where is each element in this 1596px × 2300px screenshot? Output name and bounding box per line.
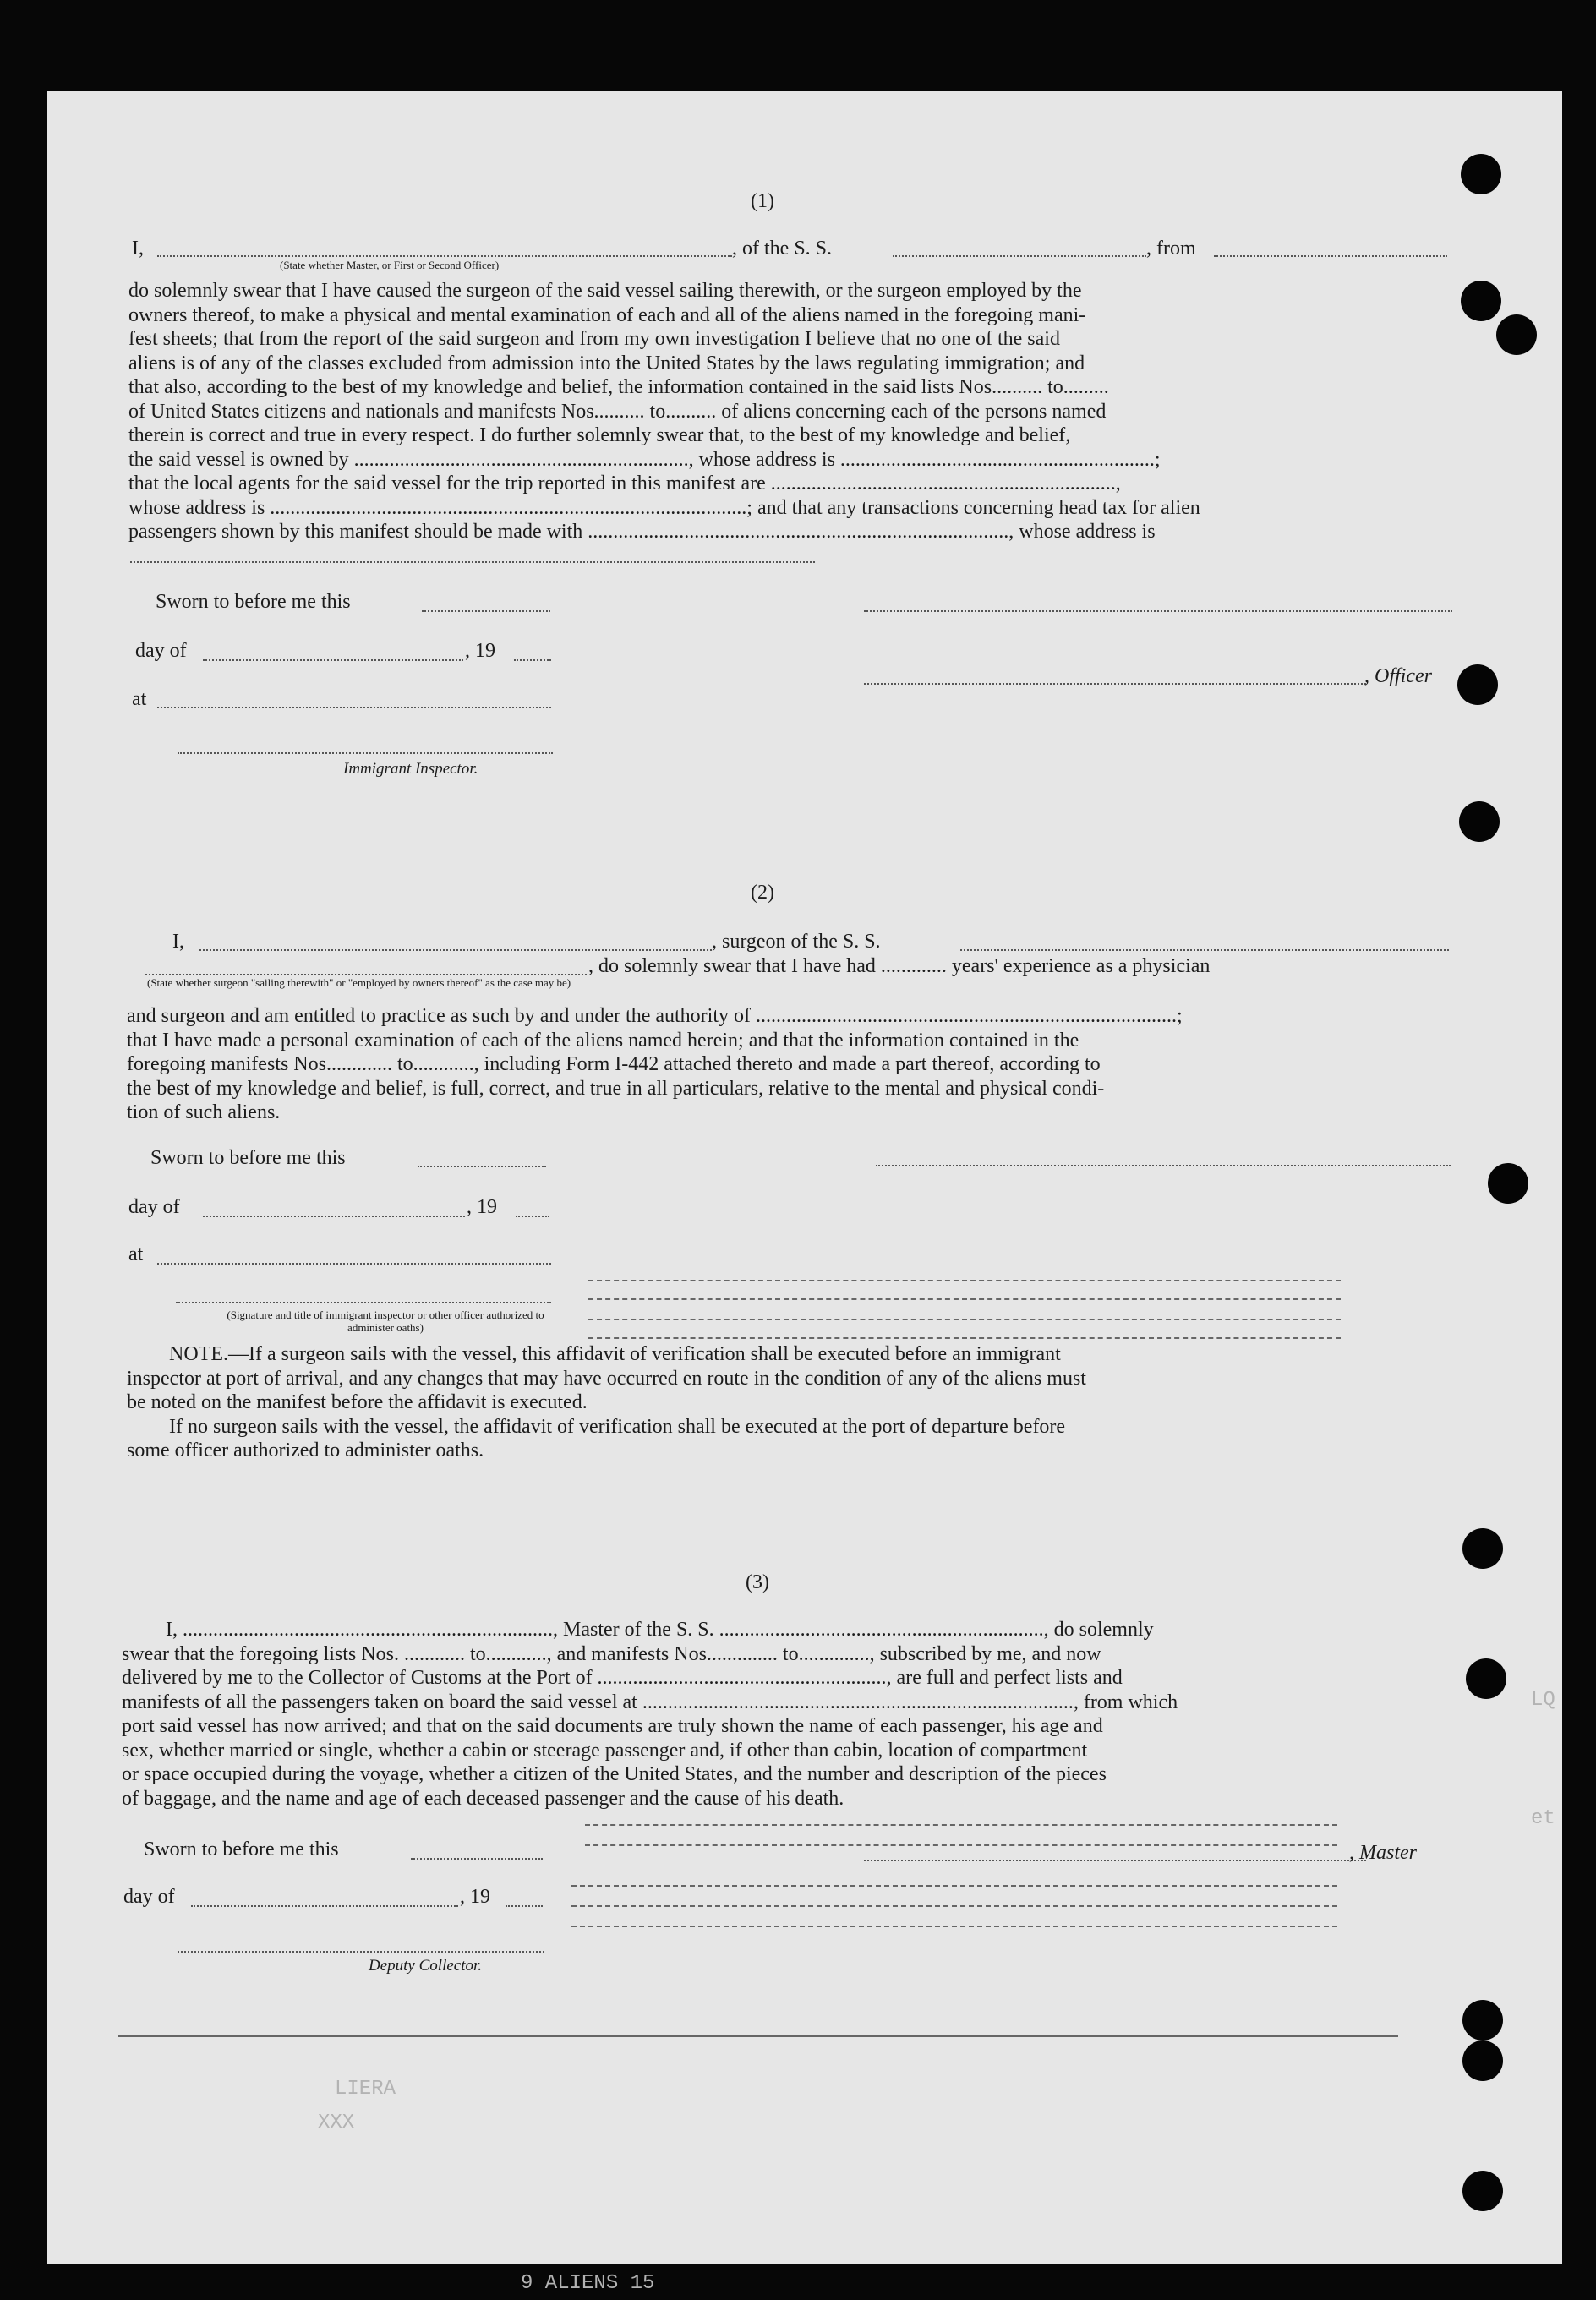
signature-line[interactable] <box>571 1885 1337 1887</box>
oath-line: of United States citizens and nationals and manifests Nos.......... to.......... of aliens concerning each of the persons named <box>128 400 1107 423</box>
sworn-label: Sworn to before me this <box>156 591 351 613</box>
punch-hole <box>1488 1163 1528 1204</box>
inspector-signature-blank[interactable] <box>176 1302 551 1303</box>
sworn-label: Sworn to before me this <box>150 1147 346 1169</box>
bleed-through-text: et <box>1531 1807 1555 1830</box>
oath-line: sex, whether married or single, whether a cabin or steerage passenger and, if other than cabin, location of compartment <box>122 1739 1088 1762</box>
punch-hole <box>1462 2171 1503 2211</box>
punch-hole <box>1457 664 1498 705</box>
year-label: , 19 <box>465 640 495 662</box>
inspector-signature-blank[interactable] <box>178 752 553 754</box>
punch-hole <box>1496 314 1537 355</box>
oath-line: port said vessel has now arrived; and that on the said documents are truly shown the name of each passenger, his age and <box>122 1715 1103 1737</box>
from-label: , from <box>1146 238 1196 260</box>
oath-line: foregoing manifests Nos............. to............, including Form I-442 attached thereto and made a part thereof, according to <box>127 1053 1101 1075</box>
section-2-i: I, <box>172 931 184 953</box>
section-1-i: I, <box>132 238 144 260</box>
day-of-label: day of <box>135 640 187 662</box>
punch-hole <box>1462 2040 1503 2081</box>
sworn-date-blank[interactable] <box>411 1858 543 1860</box>
deputy-collector-label: Deputy Collector. <box>369 1957 483 1975</box>
oath-line: fest sheets; that from the report of the said surgeon and from my own investigation I believe that no one of the said <box>128 328 1060 350</box>
officer-label: , Officer <box>1364 665 1432 687</box>
year-label: , 19 <box>460 1886 490 1908</box>
year-label: , 19 <box>467 1196 497 1218</box>
surgeon-signature-blank[interactable] <box>876 1165 1451 1166</box>
oath-line: passengers shown by this manifest should be made with ..................................................................................., whose address is <box>128 521 1156 543</box>
oath-line: that also, according to the best of my knowledge and belief, the information contained in the said lists Nos.......... to......... <box>128 376 1109 398</box>
oath-line: delivered by me to the Collector of Customs at the Port of ........................................................., are full and perfect lists and <box>122 1667 1123 1689</box>
bottom-rule <box>118 2035 1398 2037</box>
oath-line: do solemnly swear that I have caused the surgeon of the said vessel sailing therewith, or the surgeon employed by the <box>128 280 1082 302</box>
immigrant-inspector-label: Immigrant Inspector. <box>343 760 478 778</box>
at-label: at <box>132 688 147 710</box>
oath-line: tion of such aliens. <box>127 1101 281 1123</box>
day-of-label: day of <box>128 1196 180 1218</box>
officer-signature-top-blank[interactable] <box>864 610 1452 612</box>
oath-line: that I have made a personal examination of each of the aliens named herein; and that the information contained in the <box>127 1029 1079 1052</box>
note-line: some officer authorized to administer oaths. <box>127 1440 484 1461</box>
signature-line[interactable] <box>571 1905 1337 1907</box>
note-line: inspector at port of arrival, and any changes that may have occurred en route in the condition of any of the aliens must <box>127 1367 1086 1390</box>
signature-line[interactable] <box>588 1298 1341 1300</box>
signature-line[interactable] <box>585 1824 1337 1826</box>
surgeon-vessel-blank[interactable] <box>960 949 1449 951</box>
officer-signature-blank[interactable] <box>864 683 1366 685</box>
bleed-through-text: 9 ALIENS 15 <box>521 2272 655 2295</box>
surgeon-note: (State whether surgeon "sailing therewith" or "employed by owners thereof" as the case may be) <box>147 976 571 989</box>
section-1-oath-text <box>128 279 1456 544</box>
oath-line: of baggage, and the name and age of each deceased passenger and the cause of his death. <box>122 1787 844 1810</box>
section-3-oath-text <box>122 1618 1447 1811</box>
master-label: , Master <box>1349 1842 1417 1864</box>
oath-line: and surgeon and am entitled to practice as such by and under the authority of ...................................................................................; <box>127 1005 1183 1027</box>
at-place-blank[interactable] <box>157 707 551 708</box>
master-signature-blank[interactable] <box>864 1860 1366 1861</box>
section-2-number: (2) <box>751 882 774 904</box>
manifest-back-page <box>47 91 1562 2295</box>
master-name-blank[interactable] <box>157 255 732 257</box>
years-experience-line: , do solemnly swear that I have had ............. years' experience as a physician <box>588 955 1211 977</box>
year-blank[interactable] <box>506 1905 543 1907</box>
year-blank[interactable] <box>516 1216 549 1217</box>
signature-line[interactable] <box>588 1319 1341 1320</box>
section-2-note <box>127 1342 1451 1463</box>
collector-signature-blank[interactable] <box>178 1951 544 1953</box>
note-line: be noted on the manifest before the affidavit is executed. <box>127 1391 588 1413</box>
bleed-through-text: LQ <box>1531 1689 1555 1712</box>
signature-line[interactable] <box>585 1844 1337 1846</box>
signature-line[interactable] <box>588 1280 1341 1281</box>
signature-line[interactable] <box>571 1926 1337 1927</box>
bleed-through-text: XXX <box>318 2112 355 2134</box>
sworn-date-blank[interactable] <box>418 1166 546 1167</box>
punch-hole <box>1461 154 1501 194</box>
oath-line: aliens is of any of the classes excluded from admission into the United States by the laws regulating immigration; and <box>128 352 1085 374</box>
of-ss-label: , of the S. S. <box>732 238 833 260</box>
final-address-blank[interactable] <box>130 561 815 563</box>
punch-hole <box>1459 801 1500 842</box>
oath-line: the said vessel is owned by .................................................................., whose address is ..............................................................; <box>128 448 1161 471</box>
oath-line: swear that the foregoing lists Nos. ............ to............, and manifests Nos.............. to.............., subscribed by me, and now <box>122 1642 1101 1665</box>
oath-line: manifests of all the passengers taken on board the said vessel at ....................................................................................., from which <box>122 1691 1178 1713</box>
at-place-blank[interactable] <box>157 1263 551 1265</box>
master-note: (State whether Master, or First or Second Officer) <box>280 259 500 271</box>
oath-line: that the local agents for the said vessel for the trip reported in this manifest are ...................................................................., <box>128 473 1121 494</box>
section-3-number: (3) <box>746 1571 769 1593</box>
month-blank[interactable] <box>191 1905 458 1907</box>
year-blank[interactable] <box>514 659 551 661</box>
note-line: If no surgeon sails with the vessel, the affidavit of verification shall be executed at the port of departure before <box>169 1415 1066 1438</box>
surgeon-of-label: , surgeon of the S. S. <box>712 931 881 953</box>
signature-title-note: (Signature and title of immigrant inspector or other officer authorized to administer oaths) <box>227 1308 544 1334</box>
oath-line: whose address is ..............................................................................................; and that any transactions concerning head tax for alien <box>128 496 1200 519</box>
signature-line[interactable] <box>588 1337 1341 1339</box>
day-of-label: day of <box>123 1886 175 1908</box>
departure-port-blank[interactable] <box>1214 255 1447 257</box>
section-1-number: (1) <box>751 190 774 212</box>
punch-hole <box>1462 1528 1503 1569</box>
oath-line: the best of my knowledge and belief, is full, correct, and true in all particulars, relative to the mental and physical condi- <box>127 1077 1105 1100</box>
month-blank[interactable] <box>203 659 463 661</box>
punch-hole <box>1462 2000 1503 2040</box>
note-line: NOTE.—If a surgeon sails with the vessel, this affidavit of verification shall be executed before an immigrant <box>169 1343 1061 1365</box>
oath-line: owners thereof, to make a physical and mental examination of each and all of the aliens named in the foregoing mani- <box>128 303 1086 326</box>
section-2-oath-text <box>127 1004 1452 1125</box>
punch-hole <box>1466 1658 1506 1699</box>
oath-line: therein is correct and true in every respect. I do further solemnly swear that, to the best of my knowledge and belief, <box>128 424 1071 446</box>
sworn-date-blank[interactable] <box>422 610 550 612</box>
bleed-through-text: LIERA <box>335 2078 396 2101</box>
sworn-label: Sworn to before me this <box>144 1838 339 1860</box>
month-blank[interactable] <box>203 1216 465 1217</box>
punch-hole <box>1461 281 1501 321</box>
oath-line: I, ........................................................................., Master of the S. S. ................................................................, do solemnly <box>166 1619 1154 1641</box>
surgeon-status-blank[interactable] <box>145 974 587 975</box>
vessel-name-blank[interactable] <box>893 255 1146 257</box>
surgeon-name-blank[interactable] <box>200 949 712 951</box>
oath-line: or space occupied during the voyage, whether a citizen of the United States, and the number and description of the pieces <box>122 1763 1107 1785</box>
at-label: at <box>128 1243 144 1265</box>
